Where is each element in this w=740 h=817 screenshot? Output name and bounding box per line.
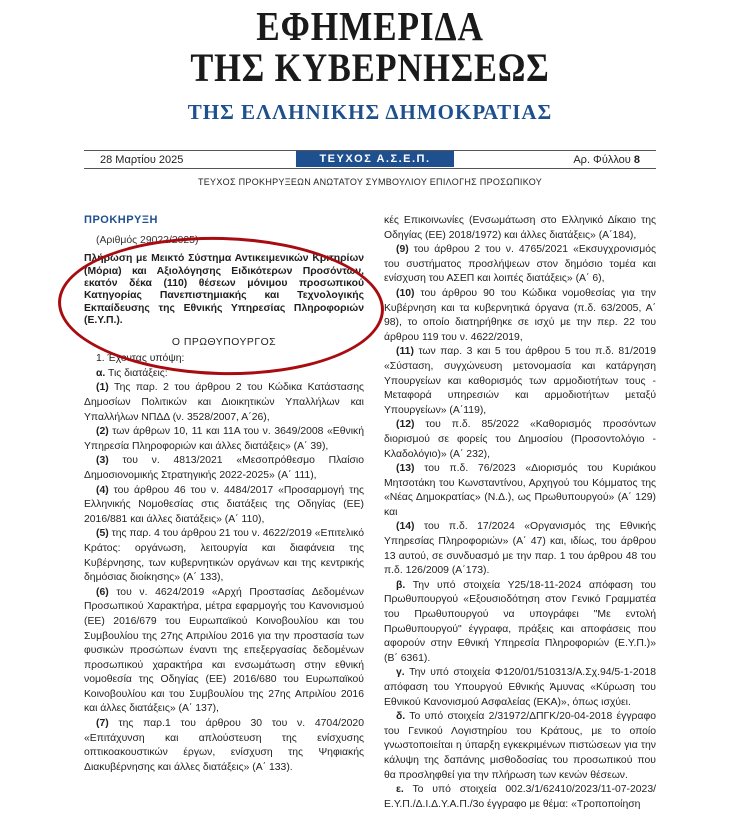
list-item: (9) του άρθρου 2 του ν. 4765/2021 «Εκσυγχρονισμός του συστήματος προσλήψεων στον δημόσιο τομέα και ενίσχυση του ΑΣΕΠ και λοιπές διατάξεις» (Α΄ 6), bbox=[384, 244, 656, 285]
issue-date: 28 Μαρτίου 2025 bbox=[100, 154, 184, 166]
list-item: (14) του π.δ. 17/2024 «Οργανισμός της Εθνικής Υπηρεσίας Πληροφοριών» (Α΄ 47) και, ιδίως, του άρθρου 13 αυτού, σε συνδυασμό με την παρ. 1 του άρθρου 48 του π.δ. 126/2009 (Α΄173). bbox=[384, 521, 656, 577]
list-item: (4) του άρθρου 46 του ν. 4484/2017 «Προσαρμογή της Ελληνικής Νομοθεσίας στις διατάξεις της Οδηγίας (ΕΕ) 2016/881 και άλλες διατάξεις» (Α΄ 110), bbox=[84, 484, 364, 525]
list-item: (10) του άρθρου 90 του Κώδικα νομοθεσίας για την Κυβέρνηση και τα κυβερνητικά όργανα (π.δ. 63/2005, Α΄ 98), το οποίο διατηρήθηκε σε ισχύ με την περ. 22 του άρθρου 119 του ν. 4622/2019, bbox=[384, 287, 656, 343]
sheet-number: Αρ. Φύλλου 8 bbox=[573, 154, 640, 166]
list-item: γ. Την υπό στοιχεία Φ120/01/510313/Α.Σχ.94/5-1-2018 απόφαση του Υπουργού Εθνικής Άμυνας «Κύρωση του Εθνικού Κανονισμού Ασφαλείας (ΕΚΑ)», όπως ισχύει. bbox=[384, 667, 656, 708]
header-bottom-rule bbox=[84, 168, 656, 169]
list-item: (1) Της παρ. 2 του άρθρου 2 του Κώδικα Κατάστασης Δημοσίων Πολιτικών και Διοικητικών Υπαλλήλων και Υπαλλήλων ΝΠΔΔ (ν. 3528/2007, Α΄26), bbox=[84, 382, 364, 423]
list-item: α. Τις διατάξεις: bbox=[96, 367, 168, 379]
list-item: (7) της παρ.1 του άρθρου 30 του ν. 4704/2020 «Επιτάχυνση και απλούστευση της ενίσχυσης οπτικοακουστικών έργων, ενίσχυση της Ψηφιακής Διακυβέρνησης και άλλες διατάξεις» (Α΄ 133). bbox=[84, 718, 364, 773]
considerations-intro: 1. Έχοντας υπόψη: bbox=[96, 353, 185, 365]
list-item: (13) του π.δ. 76/2023 «Διορισμός του Κυριάκου Μητσοτάκη του Κωνσταντίνου, Αρχηγού του Κόμματος της «Νέας Δημοκρατίας» (Ν.Δ.), ως Πρωθυπουργού» (Α΄ 129) και bbox=[384, 463, 656, 518]
list-item: (6) του ν. 4624/2019 «Αρχή Προστασίας Δεδομένων Προσωπικού Χαρακτήρα, μέτρα εφαρμογής του Κανονισμού (ΕΕ) 2016/679 του Ευρωπαϊκού Κοινοβουλίου και του Συμβουλίου της 27ης Απριλίου 2016 για την προστασία των φυσικών προσώπων έναντι της επεξεργασίας δεδομένων προσωπικού χαρακτήρα και ενσωμάτωση στην εθνική νομοθεσία της Οδηγίας (ΕΕ) 2016/680 του Ευρωπαϊκού Κοινοβουλίου και του Συμβουλίου της 27ης Απριλίου 2016 και άλλες διατάξεις» (Α΄ 137), bbox=[84, 586, 364, 715]
continued-text: κές Επικοινωνίες (Ενσωμάτωση στο Ελληνικό Δίκαιο της Οδηγίας (ΕΕ) 2018/1972) και άλλες διατάξεις» (Α΄184), bbox=[384, 215, 656, 241]
announcement-title: Πλήρωση με Μεικτό Σύστημα Αντικειμενικών Κριτηρίων (Μόρια) και Αξιολόγησης Ειδικότερων Προσόντων, εκατόν δέκα (110) θέσεων μόνιμου προσωπικού Κατηγορίας Πανεπιστημιακής και Τεχνολογικής Εκπαίδευσης της Εθνικής Υπηρεσίας Πληροφοριών (Ε.Υ.Π.). bbox=[84, 253, 364, 327]
announcement-number: (Αριθμός 29022/2025) bbox=[96, 234, 199, 246]
list-item: ε. Το υπό στοιχεία 002.3/1/62410/2023/11-07-2023/ Ε.Υ.Π./Δ.Ι.Δ.Υ.Α.Π./3ο έγγραφο με θέμα: «Τροποποίηση bbox=[384, 784, 656, 810]
list-item: β. Την υπό στοιχεία Υ25/18-11-2024 απόφαση του Πρωθυπουργού «Εξουσιοδότηση στον Γενικό Γραμματέα του Πρωθυπουργού να υπογράφει "Με εντολή Πρωθυπουργού" έγγραφα, πράξεις και αποφάσεις που αφορούν στην Εθνική Υπηρεσία Πληροφοριών (Ε.Υ.Π.)» (Β΄ 6361). bbox=[384, 579, 656, 664]
list-item: (12) του π.δ. 85/2022 «Καθορισμός προσόντων διορισμού σε φορείς του Δημοσίου (Προσοντολόγιο - Κλαδολόγιο)» (Α΄ 232), bbox=[384, 419, 656, 460]
list-item: (2) των άρθρων 10, 11 και 11Α του ν. 3649/2008 «Εθνική Υπηρεσία Πληροφοριών και άλλες διατάξεις» (Α΄ 39), bbox=[84, 426, 364, 452]
masthead-subtitle: ΤΗΣ ΕΛΛΗΝΙΚΗΣ ΔΗΜΟΚΡΑΤΙΑΣ bbox=[187, 100, 553, 124]
masthead-title-line2: ΤΗΣ ΚΥΒΕΡΝΗΣΕΩΣ bbox=[190, 45, 550, 90]
list-item: (3) του ν. 4813/2021 «Μεσοπρόθεσμο Πλαίσιο Δημοσιονομικής Στρατηγικής 2022-2025» (Α΄ 111), bbox=[84, 455, 364, 481]
list-item: δ. Το υπό στοιχεία 2/31972/ΔΠΓΚ/20-04-2018 έγγραφο του Γενικού Λογιστηρίου του Κράτους, με το οποίο γνωστοποιείται η ύπαρξη εγκεκριμένων πιστώσεων για την κάλυψη της δαπάνης μισθοδοσίας του προσωπικού που θα προσληφθεί για την πλήρωση των κενών θέσεων. bbox=[384, 711, 656, 781]
masthead-title-line1: ΕΦΗΜΕΡΙΔΑ bbox=[256, 3, 484, 49]
list-item: (11) των παρ. 3 και 5 του άρθρου 5 του π.δ. 81/2019 «Σύσταση, συγχώνευση μετονομασία και κατάργηση Υπουργείων και καθορισμός των αρμοδιοτήτων τους - Μεταφορά υπηρεσιών και αρμοδιοτήτων μεταξύ Υπουργείων» (Α΄119), bbox=[384, 346, 656, 416]
right-column bbox=[384, 214, 656, 812]
list-item: (5) της παρ. 4 του άρθρου 21 του ν. 4622/2019 «Επιτελικό Κράτος: οργάνωση, λειτουργία και διαφάνεια της Κυβέρνησης, των κυβερνητικών οργάνων και της κεντρικής δημόσιας διοίκησης» (Α΄ 133), bbox=[84, 528, 365, 584]
announcement-heading: ΠΡΟΚΗΡΥΞΗ bbox=[84, 214, 158, 226]
issue-type-badge: ΤΕΥΧΟΣ Α.Σ.Ε.Π. bbox=[296, 151, 454, 167]
issuing-authority: Ο ΠΡΩΘΥΠΟΥΡΓΟΣ bbox=[171, 336, 277, 348]
issue-subtitle: ΤΕΥΧΟΣ ΠΡΟΚΗΡΥΞΕΩΝ ΑΝΩΤΑΤΟΥ ΣΥΜΒΟΥΛΙΟΥ ΕΠΙΛΟΓΗΣ ΠΡΟΣΩΠΙΚΟΥ bbox=[197, 177, 543, 187]
